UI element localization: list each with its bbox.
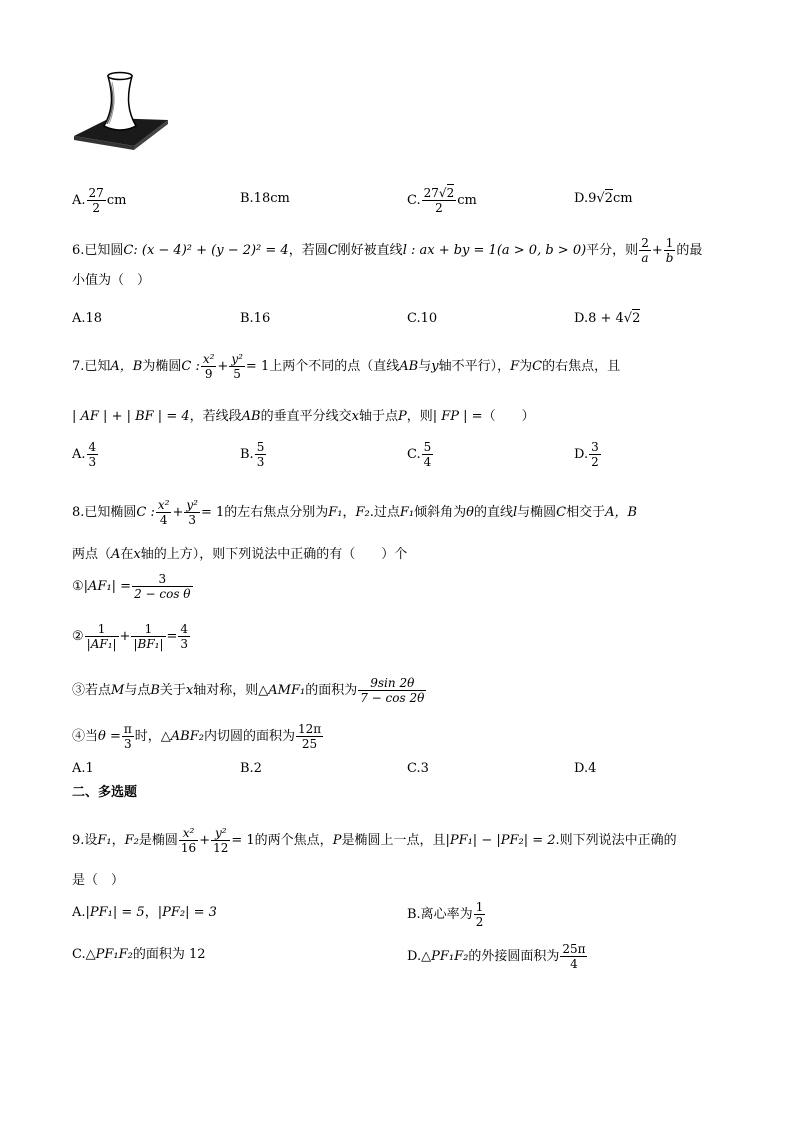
math-var: A，B [110,359,143,374]
text: 的面积为 [305,683,358,698]
text: 9.设 [72,833,98,848]
math-var: P [397,409,407,424]
fraction-numerator: 1 [85,622,119,637]
fraction-denominator: 3 [124,737,132,751]
text: 与椭圆 [517,505,557,520]
math-var: C [556,505,567,520]
text: 上两个不同的点（直线 [269,359,400,374]
text: .过点 [369,505,400,520]
text: 平分，则 [586,243,639,258]
text: 轴对称，则 [193,683,259,698]
math-var: C [327,243,338,258]
text: 内切圆的面积为 [203,729,295,744]
math-var: A，B [605,505,638,520]
coef: 27 [423,186,439,200]
fraction-numerator: x² [202,352,215,366]
option-unit: cm [106,193,127,208]
fraction-denominator: 12 [213,841,229,855]
math-var: C [123,243,134,258]
option-label: C. [407,193,421,208]
math-var: C : [136,505,155,520]
q6-line2: 小值为（ ） [72,273,151,288]
text: 的最 [676,243,703,258]
fraction-numerator: 4 [180,622,189,636]
text: ，若线段 [189,409,242,424]
q8-statement-1 [72,572,194,601]
q9-line1: 9.设F₁，F₂是椭圆 $\frac{\text{x²}}{16}$ + $\frac{\text{y²}}{12}$ = 1的两个焦点，P是椭圆上一点，且|PF₁| − |PF₂| = 2.则下列说法中正确的 [72,826,677,855]
text: 两点（ [72,547,112,562]
math-var: θ [466,505,474,520]
q9-option-d [407,942,588,971]
math-var: C [532,359,543,374]
text: （ ） [482,409,535,424]
q9-option-b [407,900,486,929]
fraction [664,236,676,265]
fraction [201,352,217,381]
option-unit: cm [457,193,477,208]
q5-option-d: D.9√2cm [574,191,633,206]
text: ， [144,905,158,920]
math-expr: △PF₁F₂ [421,949,469,964]
fraction-denominator: 4 [159,513,168,527]
coef: 9 [588,191,597,206]
option-label: C. [72,947,86,962]
fraction-denominator: 3 [88,455,97,469]
math-expr: 8 + 4 [588,311,624,326]
radicand: 2 [604,191,613,206]
option-fraction [87,440,99,469]
fraction-denominator: 5 [233,367,241,381]
fraction-numerator: 27√2 [423,186,455,200]
q8-line2 [72,546,407,564]
fraction-numerator: 5 [423,440,432,454]
fraction-denominator: a [641,251,649,265]
option-fraction [589,440,601,469]
fraction-numerator: y² [186,498,198,512]
fraction-denominator: 3 [180,637,189,651]
math-var: P [332,833,342,848]
fraction-numerator: 12π [297,722,322,736]
math-var: F₁ [97,833,112,848]
fraction-numerator: 5 [256,440,265,454]
fraction-numerator: y² [211,826,230,841]
math-expr: △PF₁F₂ [85,947,133,962]
fraction [131,622,165,651]
text: 是椭圆上一点，且 [341,833,446,848]
text: 轴不平行）， [438,359,511,374]
fraction [296,722,323,751]
math-var: M [111,683,125,698]
text: 倾斜角为 [414,505,467,520]
fraction-numerator: 27 [88,186,104,200]
q6-option-b: B.16 [240,311,271,326]
radicand: 2 [632,311,641,326]
fraction [639,236,651,265]
text: 刚好被直线 [337,243,403,258]
math-expr: θ = [98,729,121,744]
math-var: x [351,409,359,424]
fraction-numerator: x² [157,498,170,512]
q7-line1: 7.已知A，B为椭圆C : $\frac{\text{x²}}{9}$ + $\frac{\text{y²}}{5}$ = 1上两个不同的点（直线AB与y轴不平行），F为C的右焦点，且 [72,352,621,381]
math-var: x [133,547,141,562]
text: 在 [120,547,134,562]
circled-number: ① [72,579,84,594]
option-fraction [255,440,267,469]
q6-option-c: C.10 [407,311,438,326]
text: 的面积为 12 [132,947,206,962]
text: 的右焦点，且 [542,359,621,374]
math-expr: = 1 [231,833,255,848]
fraction [122,722,134,751]
q7-line2 [72,408,535,426]
text: 关于 [159,683,186,698]
math-var: F₂ [355,505,370,520]
fraction-numerator: 1 [475,900,484,914]
fraction-numerator: 9sin 2θ [358,676,426,691]
option-label: D. [574,191,589,206]
option-label: A. [72,193,86,208]
q8-statement-2 [72,622,191,651]
option-fraction [422,186,457,215]
math-var: F [510,359,520,374]
fraction-numerator: 3 [132,572,192,587]
fraction [184,498,200,527]
fraction-numerator: 1 [664,236,676,251]
math-expr: | FP | = [432,409,483,424]
radicand: 2 [446,186,455,200]
fraction-denominator: 7 − cos 2θ [360,691,425,705]
text: 与点 [124,683,151,698]
text: ， [342,505,356,520]
math-expr: △ABF₂ [160,729,204,744]
option-label: B.离心率为 [407,907,473,922]
text: 7.已知 [72,359,111,374]
q8-line1: 8.已知椭圆C : $\frac{\text{x²}}{4}$ + $\frac{\text{y²}}{3}$ = 1的左右焦点分别为F₁，F₂.过点F₁倾斜角为θ的直线l与椭圆C相交于A，B [72,498,638,527]
option-label: B. [240,447,254,462]
math-var: l [512,505,518,520]
fraction-denominator: 3 [188,513,196,527]
math-var: AB [399,359,419,374]
cooling-tower-model-image [70,68,170,156]
text: 轴的上方），则下列说法中正确的有（ ）个 [140,547,408,562]
fraction [85,622,119,651]
text: 的垂直平分线交 [260,409,352,424]
math-var: B [150,683,160,698]
text: 相交于 [566,505,606,520]
q5-option-c [407,186,477,215]
fraction [156,498,172,527]
text: 时， [134,729,161,744]
fraction-denominator: 25 [301,737,318,751]
q7-option-a [72,440,99,469]
q6-option-a: A.18 [72,311,103,326]
fraction-numerator: 4 [88,440,97,454]
q5-option-a [72,186,126,215]
q8-option-a: A.1 [72,761,94,776]
operator: + [651,243,663,258]
q7-option-b [240,440,267,469]
math-var: y [431,359,439,374]
fraction-denominator: b [665,251,674,265]
fraction [358,676,426,705]
math-expr: | AF | + | BF | = 4 [72,409,190,424]
math-expr: |AF₁| = [83,579,132,594]
text: 为椭圆 [142,359,182,374]
math-expr: = 1 [245,359,270,374]
text: ，若圆 [288,243,328,258]
fraction-denominator: 2 [475,915,484,929]
text: ， [111,833,125,848]
text: 轴于点 [358,409,398,424]
q7-option-d [574,440,602,469]
fraction-denominator: 4 [423,455,432,469]
fraction-numerator: 25π [562,942,586,956]
fraction-numerator: 1 [131,622,165,637]
math-expr: l : ax + by = 1(a > 0, b > 0) [402,243,587,258]
text: 的直线 [473,505,513,520]
tower-figure [70,68,170,156]
fraction [179,826,198,855]
fraction-numerator: y² [231,352,243,366]
math-var: x [185,683,194,698]
text: ④当 [72,729,99,744]
math-var: A [111,547,121,562]
fraction-denominator: 16 [180,841,197,855]
fraction-numerator: x² [179,826,198,841]
text: 的两个焦点， [254,833,333,848]
circled-number: ② [72,629,84,644]
fraction [229,352,245,381]
fraction [132,572,192,601]
option-label: A. [72,905,86,920]
fraction-numerator: π [123,722,132,736]
fraction-denominator: 4 [570,957,578,971]
q7-option-c [407,440,434,469]
text: ，则 [406,409,433,424]
fraction-denominator: 2 [92,201,100,215]
fraction-denominator: |BF₁| [133,637,164,651]
q5-option-b: B.18cm [240,191,290,206]
section-title: 二、多选题 [72,785,138,800]
fraction-denominator: |AF₁| [86,637,117,651]
q6-line1 [72,236,702,265]
q9-line2: 是（ ） [72,873,125,888]
text: 是椭圆 [138,833,178,848]
math-expr: |PF₂| = 3 [157,905,217,920]
math-var: F₁ [399,505,415,520]
fraction-denominator: 2 [435,201,443,215]
fraction [211,826,230,855]
q8-option-d: D.4 [574,761,597,776]
option-label: D. [574,447,589,462]
fraction-denominator: 2 [591,455,599,469]
math-var: AB [241,409,261,424]
text: 的外接圆面积为 [468,949,560,964]
fraction-numerator: 3 [591,440,599,454]
q6-option-d: D.8 + 4√2 [574,311,641,326]
q8-option-c: C.3 [407,761,429,776]
math-expr: : (x − 4)² + (y − 2)² = 4 [133,243,289,258]
math-expr: |PF₁| − |PF₂| = 2 [445,833,556,848]
q8-statement-3 [72,676,427,705]
text: 8.已知椭圆 [72,505,137,520]
option-fraction [560,942,587,971]
text: 为 [519,359,533,374]
text: .则下列说法中正确的 [555,833,677,848]
fraction-denominator: 3 [256,455,265,469]
math-var: C : [181,359,200,374]
math-expr: = 1 [200,505,225,520]
option-fraction [474,900,486,929]
q8-statement-4 [72,722,324,751]
q8-option-b: B.2 [240,761,262,776]
math-expr: △AMF₁ [258,683,306,698]
math-expr: |PF₁| = 5 [85,905,145,920]
option-fraction [422,440,434,469]
text: ③若点 [72,683,112,698]
option-label: D. [574,311,589,326]
text: 与 [418,359,432,374]
text: 6.已知圆 [72,243,124,258]
fraction [178,622,190,651]
math-var: F₂ [124,833,139,848]
q9-option-c [72,946,206,964]
fraction-denominator: 9 [204,367,213,381]
fraction-numerator: 2 [641,236,649,250]
operator: + [119,629,131,644]
math-var: F₁ [328,505,343,520]
operator: = [166,629,178,644]
option-label: D. [407,949,422,964]
fraction-denominator: 2 − cos θ [134,587,191,601]
option-unit: cm [612,191,633,206]
q9-option-a [72,904,217,922]
text: 的左右焦点分别为 [224,505,329,520]
option-label: C. [407,447,421,462]
option-label: A. [72,447,86,462]
option-fraction [87,186,106,215]
